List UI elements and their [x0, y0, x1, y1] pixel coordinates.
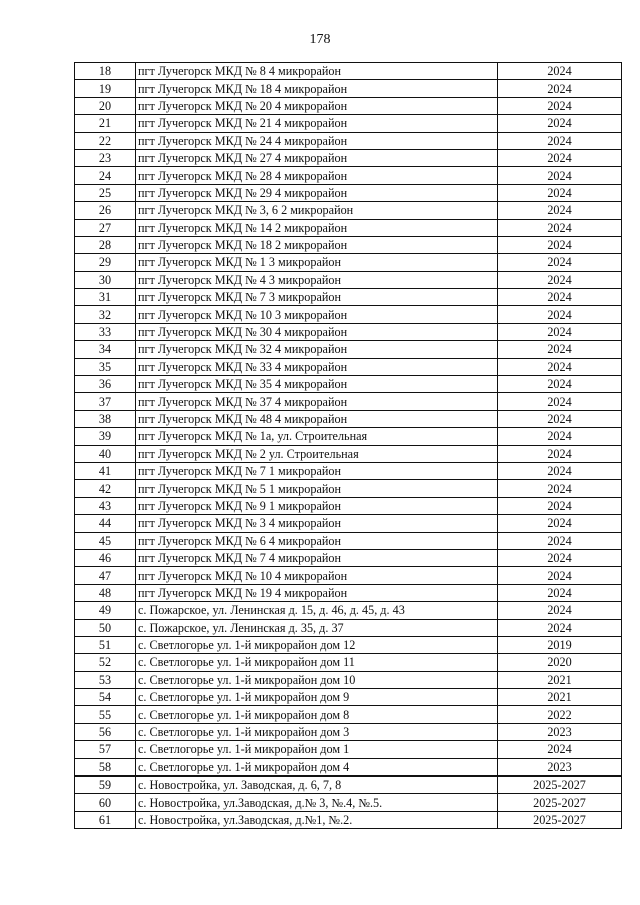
- table-row: [75, 532, 622, 549]
- row-number-cell: 39: [75, 428, 136, 445]
- table-row: [75, 602, 622, 619]
- table-row: [75, 80, 622, 97]
- table-row: [75, 758, 622, 776]
- table-row: [75, 202, 622, 219]
- table-row: [75, 671, 622, 688]
- year-cell: 2024: [498, 497, 622, 514]
- address-cell: пгт Лучегорск МКД № 6 4 микрорайон: [136, 532, 498, 549]
- year-cell: 2024: [498, 149, 622, 166]
- row-number-cell: 43: [75, 497, 136, 514]
- address-cell: пгт Лучегорск МКД № 32 4 микрорайон: [136, 341, 498, 358]
- table-row: [75, 236, 622, 253]
- address-cell: с. Светлогорье ул. 1-й микрорайон дом 3: [136, 723, 498, 740]
- row-number-cell: 32: [75, 306, 136, 323]
- table-row: [75, 654, 622, 671]
- housing-registry-table: [74, 62, 622, 829]
- table-row: [75, 811, 622, 828]
- row-number-cell: 33: [75, 323, 136, 340]
- year-cell: 2022: [498, 706, 622, 723]
- year-cell: 2025-2027: [498, 776, 622, 794]
- address-cell: пгт Лучегорск МКД № 7 1 микрорайон: [136, 462, 498, 479]
- year-cell: 2023: [498, 723, 622, 740]
- row-number-cell: 28: [75, 236, 136, 253]
- row-number-cell: 52: [75, 654, 136, 671]
- address-cell: пгт Лучегорск МКД № 21 4 микрорайон: [136, 115, 498, 132]
- table-row: [75, 184, 622, 201]
- row-number-cell: 29: [75, 254, 136, 271]
- address-cell: пгт Лучегорск МКД № 24 4 микрорайон: [136, 132, 498, 149]
- row-number-cell: 18: [75, 63, 136, 80]
- table-row: [75, 306, 622, 323]
- year-cell: 2021: [498, 671, 622, 688]
- row-number-cell: 36: [75, 376, 136, 393]
- address-cell: с. Новостройка, ул.Заводская, д.№ 3, №.4, №.5.: [136, 794, 498, 811]
- table-row: [75, 341, 622, 358]
- address-cell: с. Светлогорье ул. 1-й микрорайон дом 9: [136, 689, 498, 706]
- year-cell: 2019: [498, 636, 622, 653]
- table-row: [75, 428, 622, 445]
- table-row: [75, 549, 622, 566]
- table-row: [75, 254, 622, 271]
- year-cell: 2024: [498, 289, 622, 306]
- address-cell: с. Светлогорье ул. 1-й микрорайон дом 8: [136, 706, 498, 723]
- table-row: [75, 706, 622, 723]
- row-number-cell: 53: [75, 671, 136, 688]
- year-cell: 2025-2027: [498, 811, 622, 828]
- address-cell: пгт Лучегорск МКД № 3, 6 2 микрорайон: [136, 202, 498, 219]
- address-cell: пгт Лучегорск МКД № 48 4 микрорайон: [136, 410, 498, 427]
- year-cell: 2024: [498, 515, 622, 532]
- table-row: [75, 462, 622, 479]
- year-cell: 2024: [498, 532, 622, 549]
- row-number-cell: 47: [75, 567, 136, 584]
- row-number-cell: 55: [75, 706, 136, 723]
- row-number-cell: 25: [75, 184, 136, 201]
- address-cell: пгт Лучегорск МКД № 1а, ул. Строительная: [136, 428, 498, 445]
- row-number-cell: 54: [75, 689, 136, 706]
- address-cell: пгт Лучегорск МКД № 10 4 микрорайон: [136, 567, 498, 584]
- table-row: [75, 776, 622, 794]
- row-number-cell: 56: [75, 723, 136, 740]
- row-number-cell: 40: [75, 445, 136, 462]
- year-cell: 2024: [498, 462, 622, 479]
- address-cell: пгт Лучегорск МКД № 37 4 микрорайон: [136, 393, 498, 410]
- table-body: [75, 63, 622, 829]
- table-row: [75, 567, 622, 584]
- table-row: [75, 393, 622, 410]
- year-cell: 2024: [498, 236, 622, 253]
- address-cell: с. Новостройка, ул.Заводская, д.№1, №.2.: [136, 811, 498, 828]
- row-number-cell: 57: [75, 741, 136, 758]
- row-number-cell: 51: [75, 636, 136, 653]
- table-row: [75, 445, 622, 462]
- table-row: [75, 794, 622, 811]
- table-row: [75, 410, 622, 427]
- table-row: [75, 271, 622, 288]
- table-row: [75, 636, 622, 653]
- row-number-cell: 60: [75, 794, 136, 811]
- row-number-cell: 61: [75, 811, 136, 828]
- row-number-cell: 50: [75, 619, 136, 636]
- address-cell: с. Светлогорье ул. 1-й микрорайон дом 11: [136, 654, 498, 671]
- year-cell: 2025-2027: [498, 794, 622, 811]
- address-cell: с. Светлогорье ул. 1-й микрорайон дом 12: [136, 636, 498, 653]
- address-cell: пгт Лучегорск МКД № 5 1 микрорайон: [136, 480, 498, 497]
- address-cell: пгт Лучегорск МКД № 20 4 микрорайон: [136, 97, 498, 114]
- year-cell: 2024: [498, 584, 622, 601]
- address-cell: пгт Лучегорск МКД № 19 4 микрорайон: [136, 584, 498, 601]
- page-number: 178: [309, 32, 331, 47]
- year-cell: 2024: [498, 202, 622, 219]
- year-cell: 2024: [498, 358, 622, 375]
- year-cell: 2024: [498, 428, 622, 445]
- row-number-cell: 27: [75, 219, 136, 236]
- table-row: [75, 97, 622, 114]
- table-row: [75, 219, 622, 236]
- year-cell: 2024: [498, 619, 622, 636]
- row-number-cell: 35: [75, 358, 136, 375]
- year-cell: 2024: [498, 376, 622, 393]
- address-cell: пгт Лучегорск МКД № 28 4 микрорайон: [136, 167, 498, 184]
- row-number-cell: 49: [75, 602, 136, 619]
- row-number-cell: 38: [75, 410, 136, 427]
- table-row: [75, 167, 622, 184]
- address-cell: пгт Лучегорск МКД № 2 ул. Строительная: [136, 445, 498, 462]
- address-cell: с. Светлогорье ул. 1-й микрорайон дом 1: [136, 741, 498, 758]
- table-row: [75, 741, 622, 758]
- row-number-cell: 26: [75, 202, 136, 219]
- table-row: [75, 584, 622, 601]
- address-cell: пгт Лучегорск МКД № 30 4 микрорайон: [136, 323, 498, 340]
- table-row: [75, 132, 622, 149]
- year-cell: 2024: [498, 97, 622, 114]
- year-cell: 2020: [498, 654, 622, 671]
- address-cell: пгт Лучегорск МКД № 1 3 микрорайон: [136, 254, 498, 271]
- row-number-cell: 46: [75, 549, 136, 566]
- row-number-cell: 37: [75, 393, 136, 410]
- row-number-cell: 23: [75, 149, 136, 166]
- row-number-cell: 44: [75, 515, 136, 532]
- row-number-cell: 24: [75, 167, 136, 184]
- table-row: [75, 63, 622, 80]
- table-row: [75, 376, 622, 393]
- year-cell: 2024: [498, 549, 622, 566]
- table-row: [75, 149, 622, 166]
- row-number-cell: 30: [75, 271, 136, 288]
- table-row: [75, 619, 622, 636]
- address-cell: пгт Лучегорск МКД № 35 4 микрорайон: [136, 376, 498, 393]
- year-cell: 2024: [498, 480, 622, 497]
- address-cell: пгт Лучегорск МКД № 14 2 микрорайон: [136, 219, 498, 236]
- year-cell: 2024: [498, 132, 622, 149]
- table-row: [75, 497, 622, 514]
- year-cell: 2024: [498, 741, 622, 758]
- address-cell: пгт Лучегорск МКД № 3 4 микрорайон: [136, 515, 498, 532]
- row-number-cell: 21: [75, 115, 136, 132]
- year-cell: 2024: [498, 602, 622, 619]
- address-cell: пгт Лучегорск МКД № 10 3 микрорайон: [136, 306, 498, 323]
- year-cell: 2021: [498, 689, 622, 706]
- address-cell: пгт Лучегорск МКД № 9 1 микрорайон: [136, 497, 498, 514]
- table-row: [75, 480, 622, 497]
- year-cell: 2024: [498, 219, 622, 236]
- year-cell: 2024: [498, 445, 622, 462]
- row-number-cell: 58: [75, 758, 136, 776]
- address-cell: с. Светлогорье ул. 1-й микрорайон дом 10: [136, 671, 498, 688]
- row-number-cell: 41: [75, 462, 136, 479]
- year-cell: 2024: [498, 271, 622, 288]
- year-cell: 2024: [498, 184, 622, 201]
- row-number-cell: 34: [75, 341, 136, 358]
- year-cell: 2024: [498, 63, 622, 80]
- year-cell: 2024: [498, 341, 622, 358]
- address-cell: пгт Лучегорск МКД № 33 4 микрорайон: [136, 358, 498, 375]
- address-cell: пгт Лучегорск МКД № 18 4 микрорайон: [136, 80, 498, 97]
- row-number-cell: 42: [75, 480, 136, 497]
- row-number-cell: 48: [75, 584, 136, 601]
- table-row: [75, 515, 622, 532]
- year-cell: 2024: [498, 167, 622, 184]
- row-number-cell: 22: [75, 132, 136, 149]
- row-number-cell: 59: [75, 776, 136, 794]
- table-row: [75, 689, 622, 706]
- table-row: [75, 358, 622, 375]
- year-cell: 2024: [498, 115, 622, 132]
- address-cell: пгт Лучегорск МКД № 29 4 микрорайон: [136, 184, 498, 201]
- table-row: [75, 323, 622, 340]
- row-number-cell: 31: [75, 289, 136, 306]
- address-cell: пгт Лучегорск МКД № 18 2 микрорайон: [136, 236, 498, 253]
- year-cell: 2024: [498, 254, 622, 271]
- table-row: [75, 723, 622, 740]
- year-cell: 2023: [498, 758, 622, 776]
- address-cell: пгт Лучегорск МКД № 4 3 микрорайон: [136, 271, 498, 288]
- table-row: [75, 289, 622, 306]
- year-cell: 2024: [498, 393, 622, 410]
- address-cell: пгт Лучегорск МКД № 7 4 микрорайон: [136, 549, 498, 566]
- row-number-cell: 19: [75, 80, 136, 97]
- year-cell: 2024: [498, 306, 622, 323]
- address-cell: пгт Лучегорск МКД № 7 3 микрорайон: [136, 289, 498, 306]
- address-cell: с. Пожарское, ул. Ленинская д. 35, д. 37: [136, 619, 498, 636]
- table-row: [75, 115, 622, 132]
- row-number-cell: 45: [75, 532, 136, 549]
- address-cell: пгт Лучегорск МКД № 8 4 микрорайон: [136, 63, 498, 80]
- year-cell: 2024: [498, 410, 622, 427]
- address-cell: с. Новостройка, ул. Заводская, д. 6, 7, 8: [136, 776, 498, 794]
- row-number-cell: 20: [75, 97, 136, 114]
- year-cell: 2024: [498, 323, 622, 340]
- year-cell: 2024: [498, 567, 622, 584]
- address-cell: пгт Лучегорск МКД № 27 4 микрорайон: [136, 149, 498, 166]
- year-cell: 2024: [498, 80, 622, 97]
- address-cell: с. Пожарское, ул. Ленинская д. 15, д. 46, д. 45, д. 43: [136, 602, 498, 619]
- address-cell: с. Светлогорье ул. 1-й микрорайон дом 4: [136, 758, 498, 776]
